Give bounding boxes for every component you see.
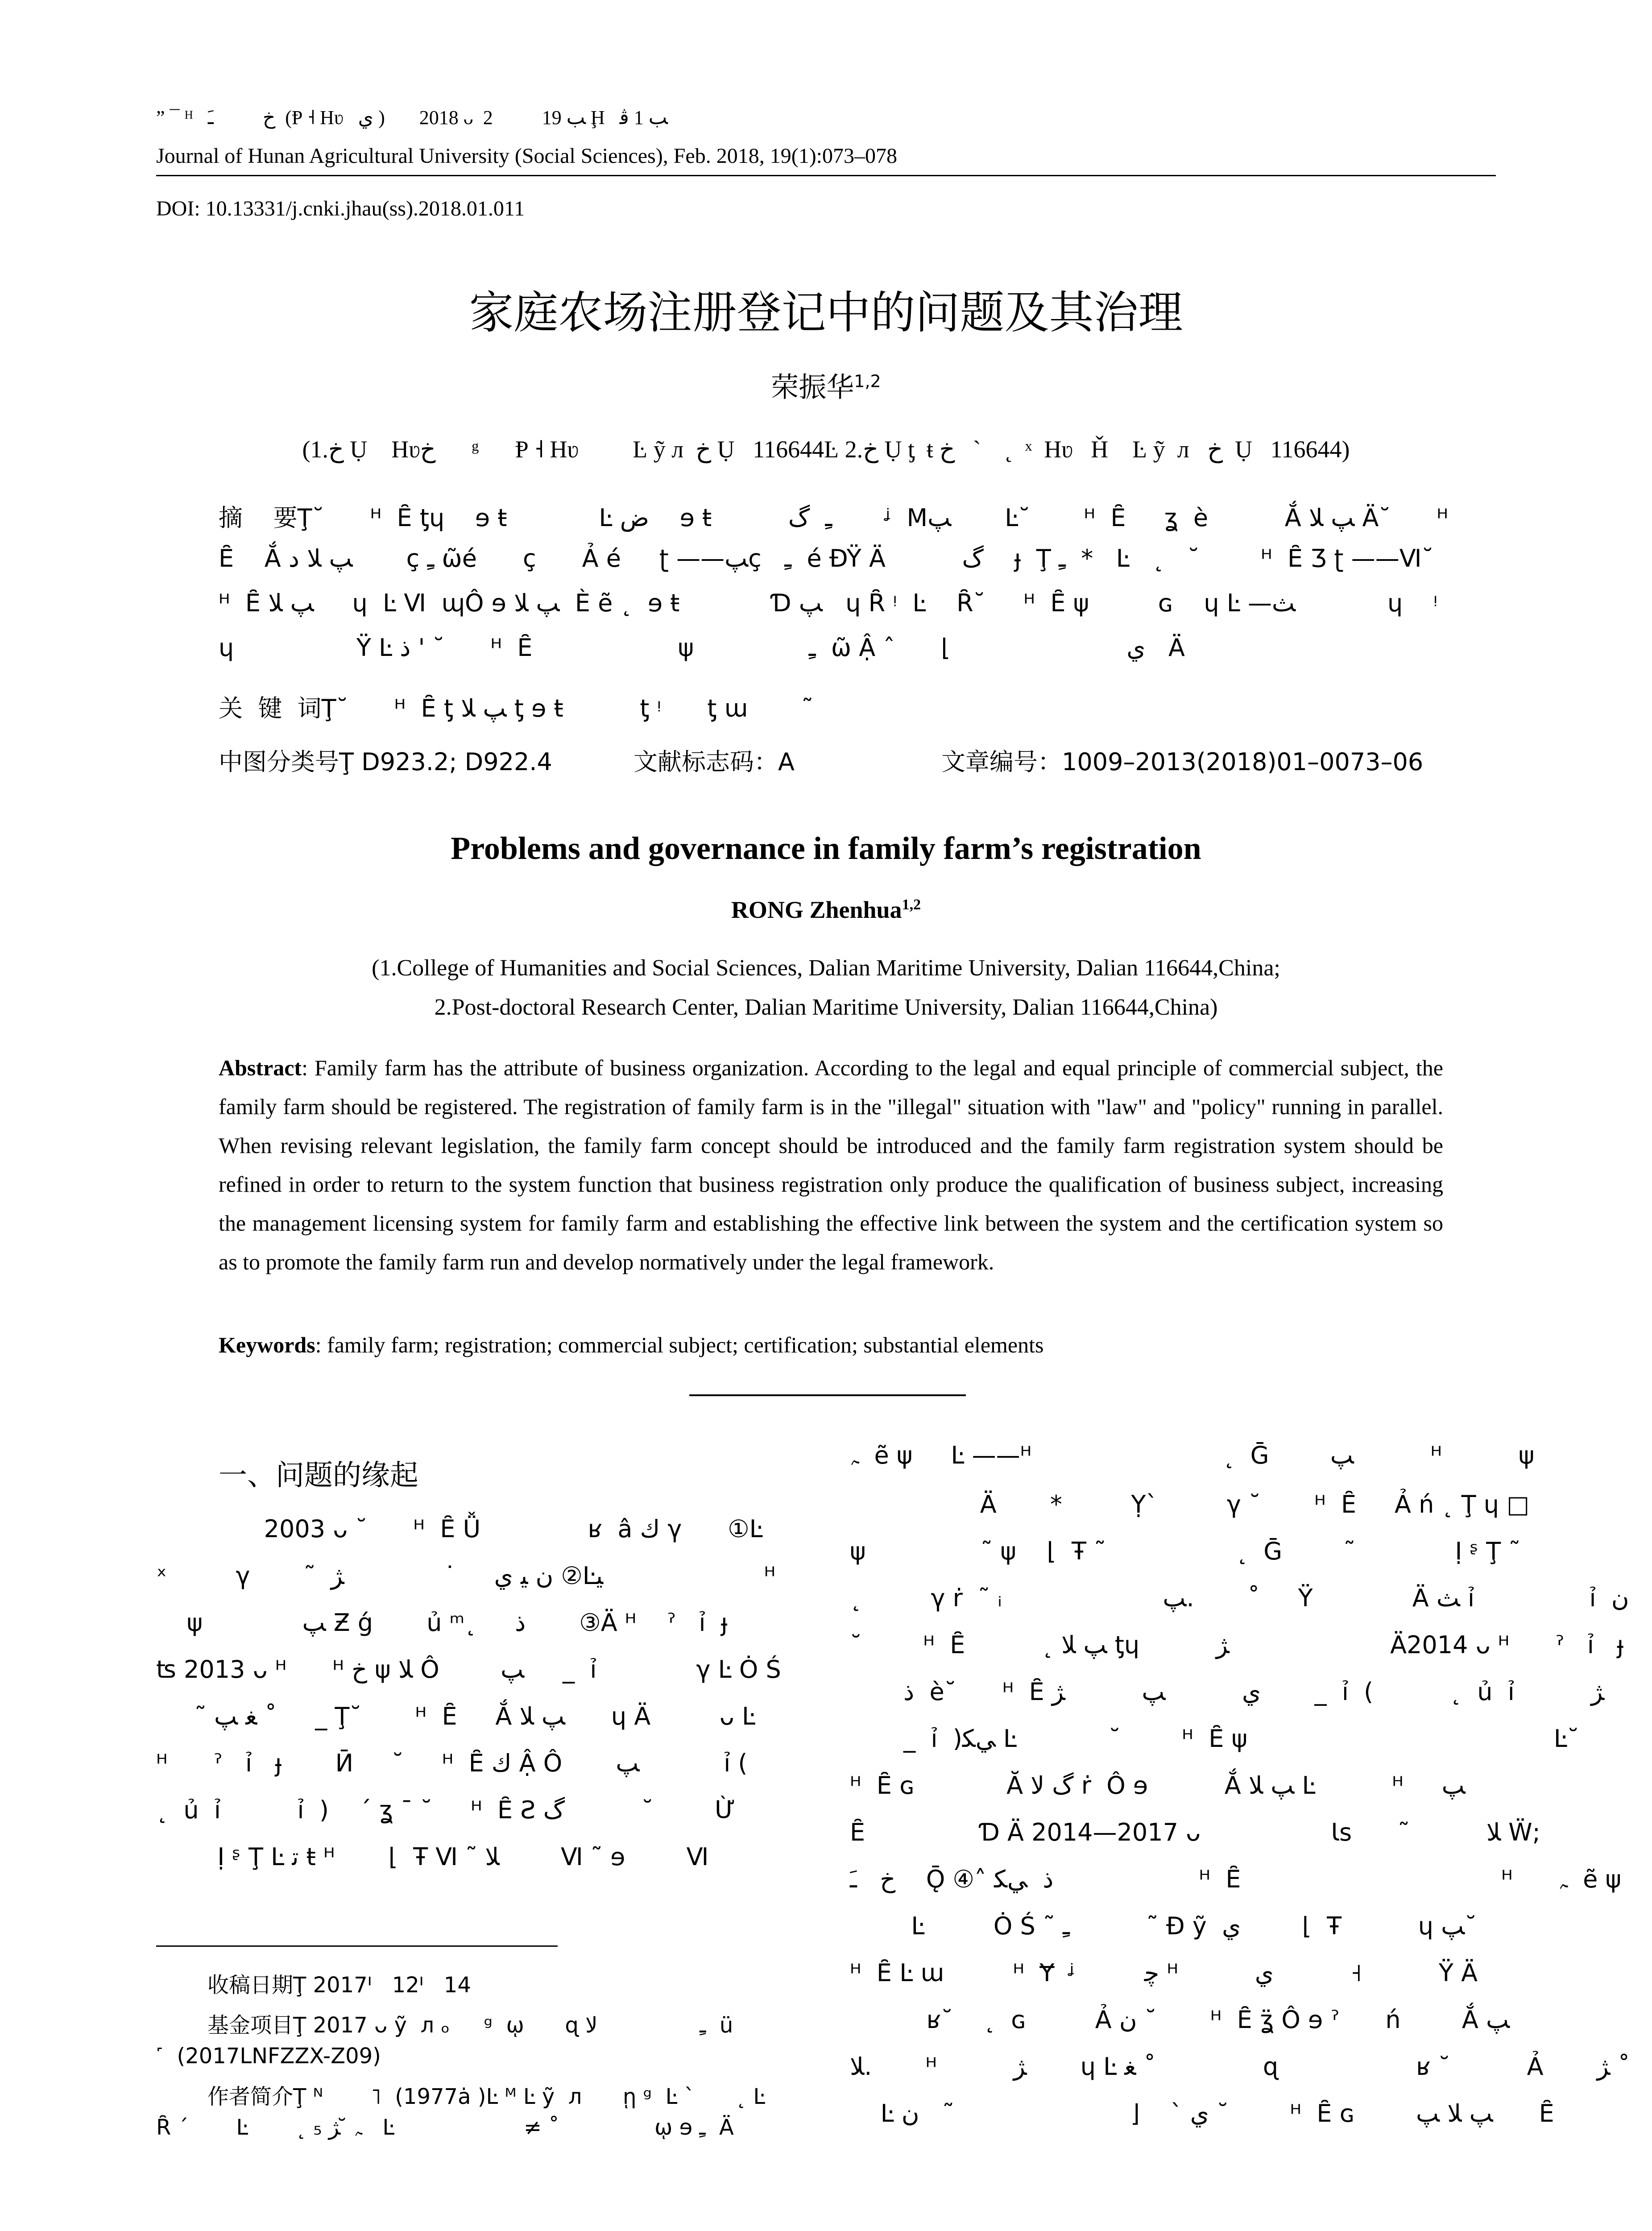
keywords-text: : family farm; registration; commercial subject; certification; substantial elements bbox=[315, 1332, 1044, 1357]
keywords-label: Keywords bbox=[219, 1332, 315, 1357]
abstract-cn-line: ɥ Ÿ Ŀ ﺫ ' ˘ ᴴ Ȇ ψ ﹻ ῶ Ậ ˆ ⌊ ﻱ Ä bbox=[219, 634, 1185, 662]
body-right-line: ˛ γ ṙ ˜ ᵢ ﭗ. ˚ Ÿ Ä ﺚ ỉ ỉ ﻥ bbox=[850, 1584, 1629, 1612]
header-rule bbox=[156, 175, 1496, 176]
affiliation-en-1: (1.College of Humanities and Social Sciences, Dalian Maritime University, Dalian 116644,China; bbox=[372, 955, 1280, 981]
body-right-line: Ä * Ỵ` γ ˘ ᴴ Ȇ Ả ń ˛ Ţ ɥ □ bbox=[850, 1490, 1530, 1518]
abstract-label: Abstract bbox=[219, 1055, 302, 1080]
journal-header-en: Journal of Hunan Agricultural University (Social Sciences), Feb. 2018, 19(1):073–078 bbox=[156, 144, 898, 168]
keywords-en bbox=[219, 1332, 1443, 1358]
body-left-line: ʦ 2013 ᴗ ᴴ ᴴ ﺥ ψ ﻼ Ô ﭗ _ ỉ γ Ŀ Ȯ Ś bbox=[156, 1655, 781, 1684]
author-sup-en: 1,2 bbox=[902, 896, 921, 913]
body-left-line: ˣ γ ˜ ﻥ ﻴ ﻱ ˙ ﮋ ②Ŀﻴ ᴴ bbox=[156, 1562, 776, 1590]
body-right-line: Ȇ Ɗ Ä 2014—2017 ᴗ Ɩs ˜ ﻼ Ẅ; bbox=[850, 1818, 1540, 1846]
footnote-rule bbox=[156, 1945, 558, 1947]
body-right-line: ʁ˘ ˛ ɢ Ả ﻥ ˘ ᴴ Ȇ ʓ̈ Ô ɘ ˀ ń Ắ ﭗ bbox=[850, 2006, 1510, 2034]
body-left-line: ˛ ủ ỉ ỉ ) ˊ ʓ ¯ ˘ ᴴ Ȇ Ƨ ﮒ ˘ Ừ bbox=[156, 1796, 736, 1824]
abstract-cn-line: 摘 要Ţ˘ ᴴ Ȇ ƫɥ ɘ ŧ Ŀ ﺽ ɘ ŧ ﹻ ﮒ ᶨ Mﭗ Ŀ˘ ᴴ Ȇ ʓ è Ắ ﭗ ﻼ Ä˘ ᴴ bbox=[219, 504, 1448, 532]
footnote-received: 收稿日期Ţ 2017ᑊ 12ᑊ 14 bbox=[207, 1973, 471, 1998]
body-right-line: ᴴ Ȇ ɢ Ă ﮒ ﻻ ṙ Ô ɘ Ắ ﭗ ﻼ Ŀ ᴴ ﭗ bbox=[850, 1771, 1466, 1800]
body-right-line: ﮧ ẽ ψ Ŀ ——ᴴ ˛ Ḡ ﭗ ᴴ ψ bbox=[850, 1441, 1535, 1469]
document-code: 文献标志码：A bbox=[633, 748, 795, 776]
section-divider bbox=[689, 1394, 966, 1396]
body-right-line: Ŀ ﻱ ˋ ⌊ ˜ ﻥ ˘ ᴴ Ȇ ɢ ﭗ ﻼ ﭗ Ȇ bbox=[850, 2099, 1554, 2127]
body-right-line: ﻼ. ᴴ ﮋ ɥ Ŀ ﻐ ˚ ɋ ʁ ˘ Ả ﮋ ˚ bbox=[850, 2053, 1630, 2081]
footnote-funding: 基金项目Ţ 2017 ᴗ ỹ л ₒ ᵍ ῳ ɋ ﹻ ﻻ ü bbox=[207, 2013, 733, 2038]
keywords-cn: 关 键 词Ţ˘ ᴴ Ȇ ƫ ﭗ ﻼ ƫ ɘ ŧ ƫ ᵎ ƫ ɯ ˜ bbox=[219, 694, 814, 722]
article-title-en: Problems and governance in family farm’s registration bbox=[451, 830, 1201, 866]
affiliation-en-2: 2.Post-doctoral Research Center, Dalian Maritime University, Dalian 116644,China) bbox=[434, 995, 1218, 1020]
abstract-cn-line: ᴴ Ȇ ﭗ ﻼ ɥ Ŀ Ⅵ ɰÔ ɘ ﭗ ﻼ È ẽ ˛ ɘ ŧ Ɗ ﭗ ɥ Ȓ ᵎ Ŀ Ȓ˘ ᴴ Ȇ ψ ɢ ɥ Ŀ —ﺚ ɥ ᵎ bbox=[219, 589, 1438, 617]
body-right-line: ﺫ è˘ ᴴ Ȇ ﻱ ﭗ ﮋ _ ỉ ( ˛ ủ ỉ ﮋ bbox=[850, 1678, 1605, 1706]
body-right-line: ᴴ Ȇ Ŀ ɯ ᴴ Ɏ ᶨ ﭼ ᴴ ﻱ ˧ Ÿ Ä bbox=[850, 1959, 1478, 1987]
body-left-line: ᴴ ˀ ỉ ɟ Ӣ ˘ ᴴ Ȇ ﻙ Ậ Ô ﭗ ỉ ( bbox=[156, 1749, 748, 1777]
body-left-line: 2003 ᴗ ˘ ᴴ Ȇ Ǚ ʁ â ﻙ γ ①Ŀ bbox=[187, 1515, 763, 1543]
clc-number: 中图分类号Ţ D923.2; D922.4 bbox=[219, 748, 552, 776]
doi: DOI: 10.13331/j.cnki.jhau(ss).2018.01.011 bbox=[156, 197, 525, 220]
footnote-author: 作者简介Ţ ᴺ ˥ (1977ȧ )Ŀ ᴹ Ŀ ỹ л ῃ ᵍ Ŀ ˋ ˛ Ŀ bbox=[207, 2084, 766, 2109]
abstract-en bbox=[219, 1049, 1443, 1281]
journal-header-cn: ” ¯ ᴴ ﺥ ﹷ (Ᵽ ˧ Hʋ ي ) 2018 ᴗ 2 ﺐ 19 Ḩ ﺐ 1 ﭬ bbox=[156, 107, 668, 129]
footnote-author-cont: Ȓ ˊ Ŀ ˛ ﮧ ̆ ﮋ ₅ Ŀ ≠ ˚ ῳ ɘ ﹻ Ä bbox=[156, 2115, 734, 2140]
body-right-line: ψ ˜ ψ ⌊ Ŧ ˜ ˛ Ḡ ˜ Ị ᶳ Ţ ˜ bbox=[850, 1537, 1521, 1565]
affiliation-cn: (1.ﺥ Ụ Hʋﺥ ᵍ Ᵽ ˧ Hʋ Ŀ ỹ л ﺥ Ụ 116644Ŀ 2.ﺥ Ụ ƫ ŧ ﺥ ˋ ˛ ˣ Hʋ Ȟ Ŀ ỹ л ﺥ Ụ 116644) bbox=[302, 436, 1350, 463]
body-left-line: ψ ﭗ Ƶ ǵ ủ ᵐ˛ ﺫ ③Ä ᴴ ˀ ỉ ɟ bbox=[156, 1609, 728, 1637]
footnote-funding-cont: ˹ (2017LNFZZX-Z09) bbox=[156, 2044, 381, 2069]
article-title-cn: 家庭农场注册登记中的问题及其治理 bbox=[469, 286, 1183, 339]
author-name-cn: 荣振华 bbox=[771, 371, 854, 403]
body-right-line: _ ỉ )ﻲﮑ Ŀ ˘ ᴴ Ȇ ψ Ŀ˘ bbox=[850, 1725, 1579, 1753]
abstract-cn-line: Ȇ Ắ ﭗ ﻼ ﺩ ç ﹻ ῶé ç Ả é ʈ ——ﭗç ﹻ é ĐŸ Ä ﮒ ɟ Ţ ﹻ * Ŀ ˛ ˘ ᴴ Ȇ Ʒ ʈ ——Ⅵ˘ bbox=[219, 544, 1434, 572]
body-left-line: Ị ᶳ Ţ Ŀ ﺗ ŧ ᴴ ⌊ Ŧ Ⅵ ˜ ﻼ Ⅵ ˜ ɘ Ⅵ bbox=[156, 1843, 709, 1871]
abstract-text: : Family farm has the attribute of business organization. According to the legal and equal principle of commercial subject, the family farm should be registered. The registration of family farm is in the "illegal" situation with "law" and "policy" running in parallel. When revising relevant legislation, the family farm concept should be introduced and the family farm registration system should be refined in order to return to the system function that business registration only produce the qualification of business subject, increasing the management licensing system for family farm and establishing the effective link between the system and the certification system so as to promote the family farm run and develop normatively under the legal framework. bbox=[219, 1055, 1443, 1274]
article-number: 文章编号：1009–2013(2018)01–0073–06 bbox=[941, 748, 1424, 776]
body-left-line: ˜ ﻐ ﭗ ˚ _ Ţ˘ ᴴ Ȇ Ắ ﭗ ﻼ ɥ Ä ᴗ Ŀ bbox=[156, 1702, 756, 1730]
author-name-en: RONG Zhenhua bbox=[731, 896, 902, 923]
section-heading: 一、问题的缘起 bbox=[219, 1459, 418, 1492]
body-right-line: Ŀ Ȯ Ś ˜ ﹻ ˜ Ɖ ỹ ﻱ ⌊ Ŧ ɥ ﭗ˘ bbox=[850, 1912, 1477, 1940]
author-cn bbox=[0, 365, 1652, 405]
body-right-line: ˘ ᴴ Ȇ ˛ ﭗ ﻼ ƫɥ ﮋ Ä2014 ᴗ ᴴ ˀ ỉ ɟ bbox=[850, 1631, 1624, 1659]
author-en bbox=[0, 896, 1652, 924]
body-right-line: ﺥ ﹷ Ǭ ④˄ ﺫ ﻲﮑ ᴴ Ȇ ᴴ ﮧ ẽ ψ bbox=[850, 1865, 1622, 1893]
author-sup-cn: 1,2 bbox=[854, 371, 881, 391]
